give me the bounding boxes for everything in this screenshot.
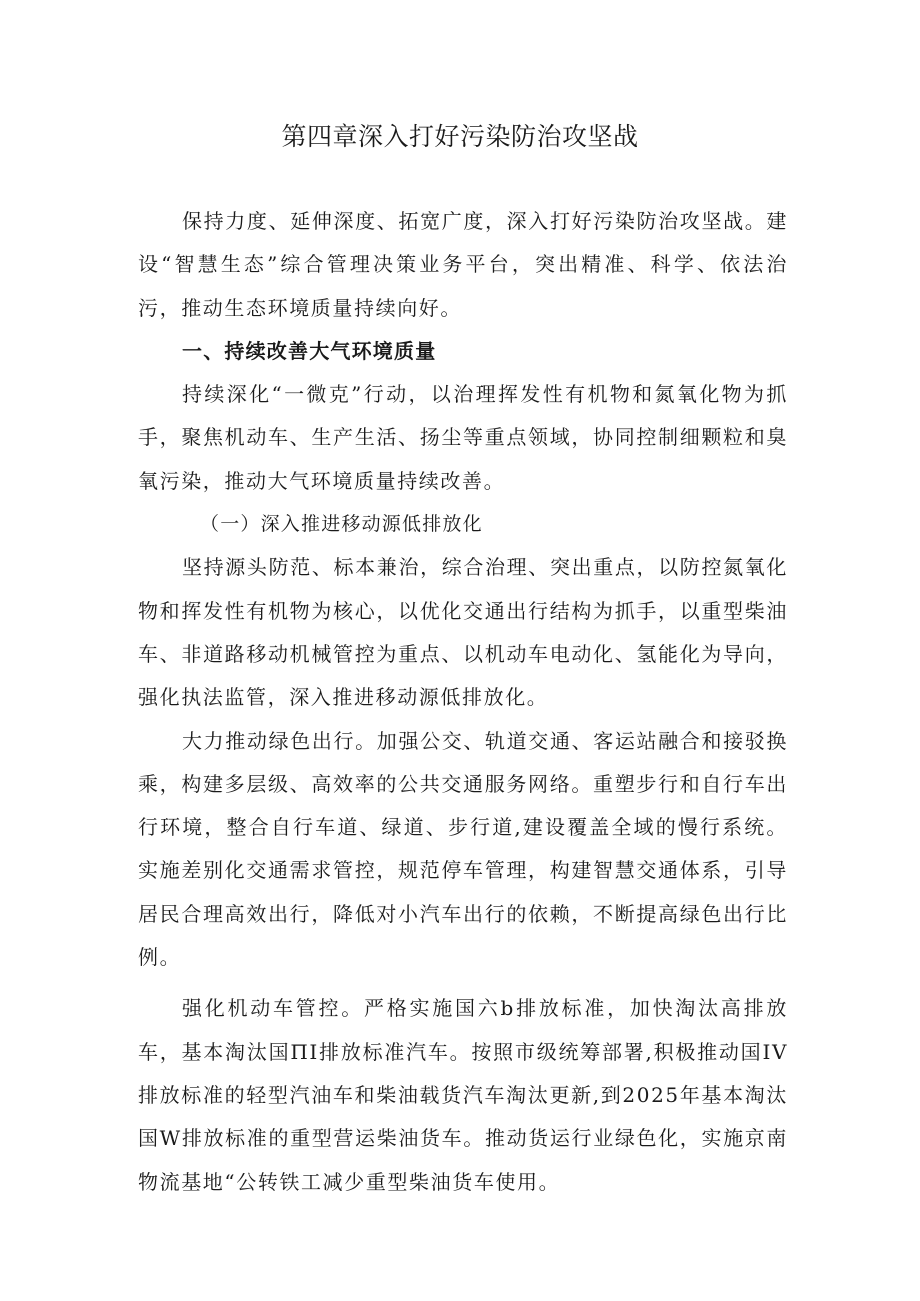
chapter-title: 第四章深入打好污染防治攻坚战 <box>281 122 639 151</box>
document-body <box>138 200 788 1204</box>
intro-paragraph: 保持力度、延伸深度、拓宽广度，深入打好污染防治攻坚战。建设“智慧生态”综合管理决策业务平台，突出精准、科学、依法治污，推动生态环境质量持续向好。 <box>138 209 788 320</box>
paragraph-mobile-source-overview: 坚持源头防范、标本兼治，综合治理、突出重点，以防控氮氧化物和挥发性有机物为核心，以优化交通出行结构为抓手，以重型柴油车、非道路移动机械管控为重点、以机动车电动化、氢能化为导向，强化执法监管，深入推进移动源低排放化。 <box>138 555 788 710</box>
paragraph-spacer <box>138 979 788 987</box>
section-heading-air-quality: 一、持续改善大气环境质量 <box>182 338 437 363</box>
paragraph-green-travel: 大力推动绿色出行。加强公交、轨道交通、客运站融合和接驳换乘，构建多层级、高效率的公共交通服务网络。重塑步行和自行车出行环境，整合自行车道、绿道、步行道,建设覆盖全域的慢行系统。实施差别化交通需求管控，规范停车管理，构建智慧交通体系，引导居民合理高效出行，降低对小汽车出行的依赖，不断提高绿色出行比例。 <box>138 728 788 970</box>
paragraph-vehicle-control: 强化机动车管控。严格实施国六b排放标准，加快淘汰高排放车，基本淘汰国ΠI排放标准汽车。按照市级统筹部署,积极推动国IV排放标准的轻型汽油车和柴油载货汽车淘汰更新,到2025年基本淘汰国W排放标准的重型营运柴油货车。推动货运行业绿色化，实施京南物流基地“公转铁工减少重型柴油货车使用。 <box>138 996 788 1194</box>
subsection-heading-mobile-source: （一）深入推进移动源低排放化 <box>200 513 483 536</box>
section-paragraph-air-quality: 持续深化“一微克”行动，以治理挥发性有机物和氮氧化物为抓手，聚焦机动车、生产生活、扬尘等重点领域，协同控制细颗粒和臭氧污染，推动大气环境质量持续改善。 <box>138 382 788 493</box>
